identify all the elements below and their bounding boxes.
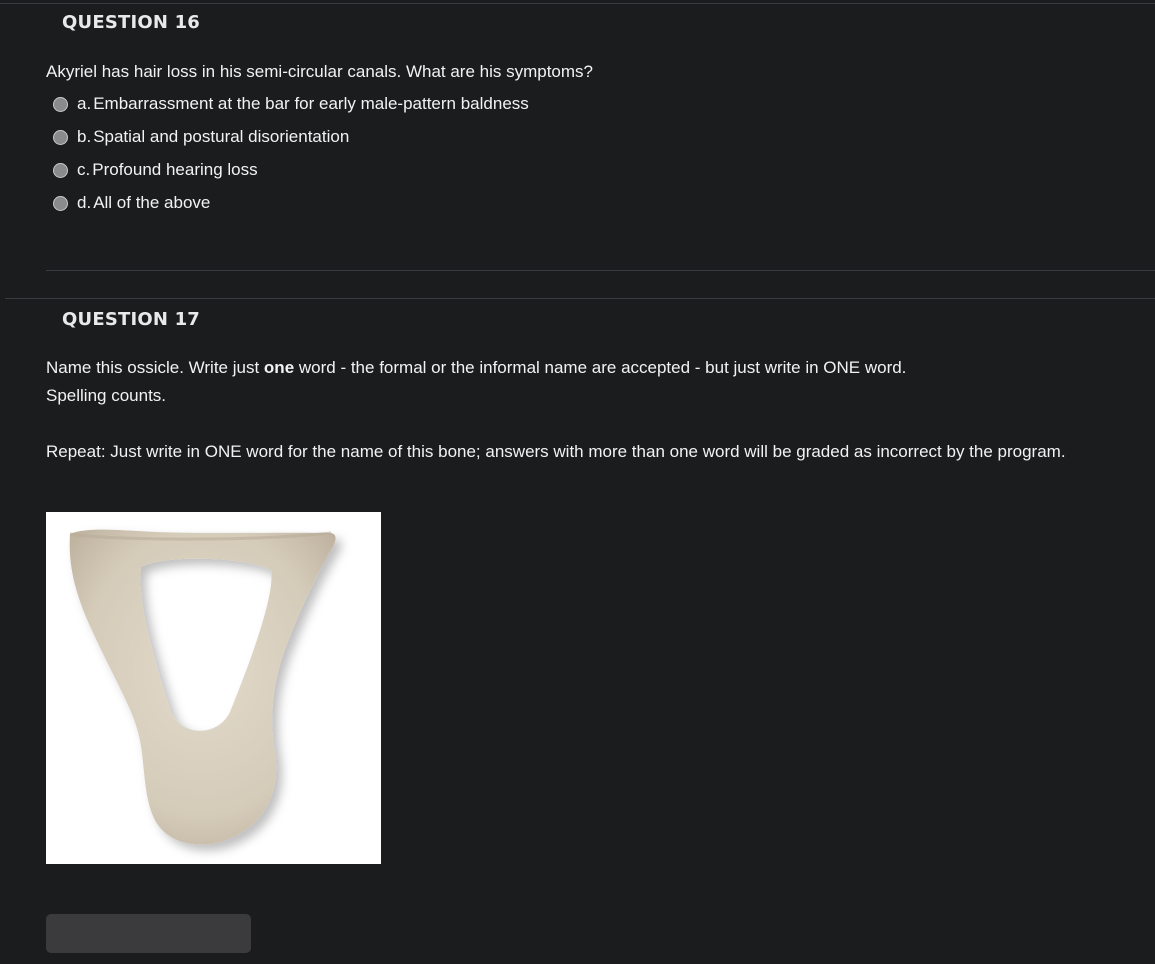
question-17-repeat-note: Repeat: Just write in ONE word for the name of this bone; answers with more than one word will be graded as incorrect by the program. bbox=[46, 442, 1066, 461]
question-17-heading: QUESTION 17 bbox=[62, 309, 201, 330]
instruction-emphasis: one bbox=[263, 358, 295, 377]
option-a[interactable] bbox=[53, 92, 529, 116]
option-a-label: Embarrassment at the bar for early male-pattern baldness bbox=[93, 94, 529, 113]
option-c[interactable] bbox=[53, 158, 258, 182]
question-16-prompt: Akyriel has hair loss in his semi-circular canals. What are his symptoms? bbox=[46, 62, 594, 81]
radio-button-b[interactable] bbox=[53, 130, 68, 145]
question-separator bbox=[5, 298, 1155, 299]
question-17-instruction bbox=[46, 358, 906, 378]
top-divider bbox=[0, 3, 1155, 4]
question-17-spelling-note: Spelling counts. bbox=[46, 386, 167, 405]
option-c-label: Profound hearing loss bbox=[92, 160, 258, 179]
radio-button-c[interactable] bbox=[53, 163, 68, 178]
question-16-heading: QUESTION 16 bbox=[62, 12, 201, 33]
option-b[interactable] bbox=[53, 125, 349, 149]
option-a-letter: a. bbox=[77, 94, 92, 113]
option-c-letter: c. bbox=[77, 160, 91, 179]
option-d[interactable] bbox=[53, 191, 210, 215]
option-d-label: All of the above bbox=[93, 193, 211, 212]
option-b-letter: b. bbox=[77, 127, 92, 146]
radio-button-d[interactable] bbox=[53, 196, 68, 211]
option-d-letter: d. bbox=[77, 193, 92, 212]
stapes-bone-image bbox=[46, 512, 381, 864]
stapes-bone-illustration bbox=[46, 512, 381, 864]
instruction-text-end: word - the formal or the informal name are accepted - but just write in ONE word. bbox=[294, 358, 907, 377]
instruction-text-start: Name this ossicle. Write just bbox=[46, 358, 264, 377]
radio-button-a[interactable] bbox=[53, 97, 68, 112]
question-16-bottom-divider bbox=[46, 270, 1155, 271]
option-b-label: Spatial and postural disorientation bbox=[93, 127, 350, 146]
answer-input[interactable] bbox=[46, 914, 251, 953]
